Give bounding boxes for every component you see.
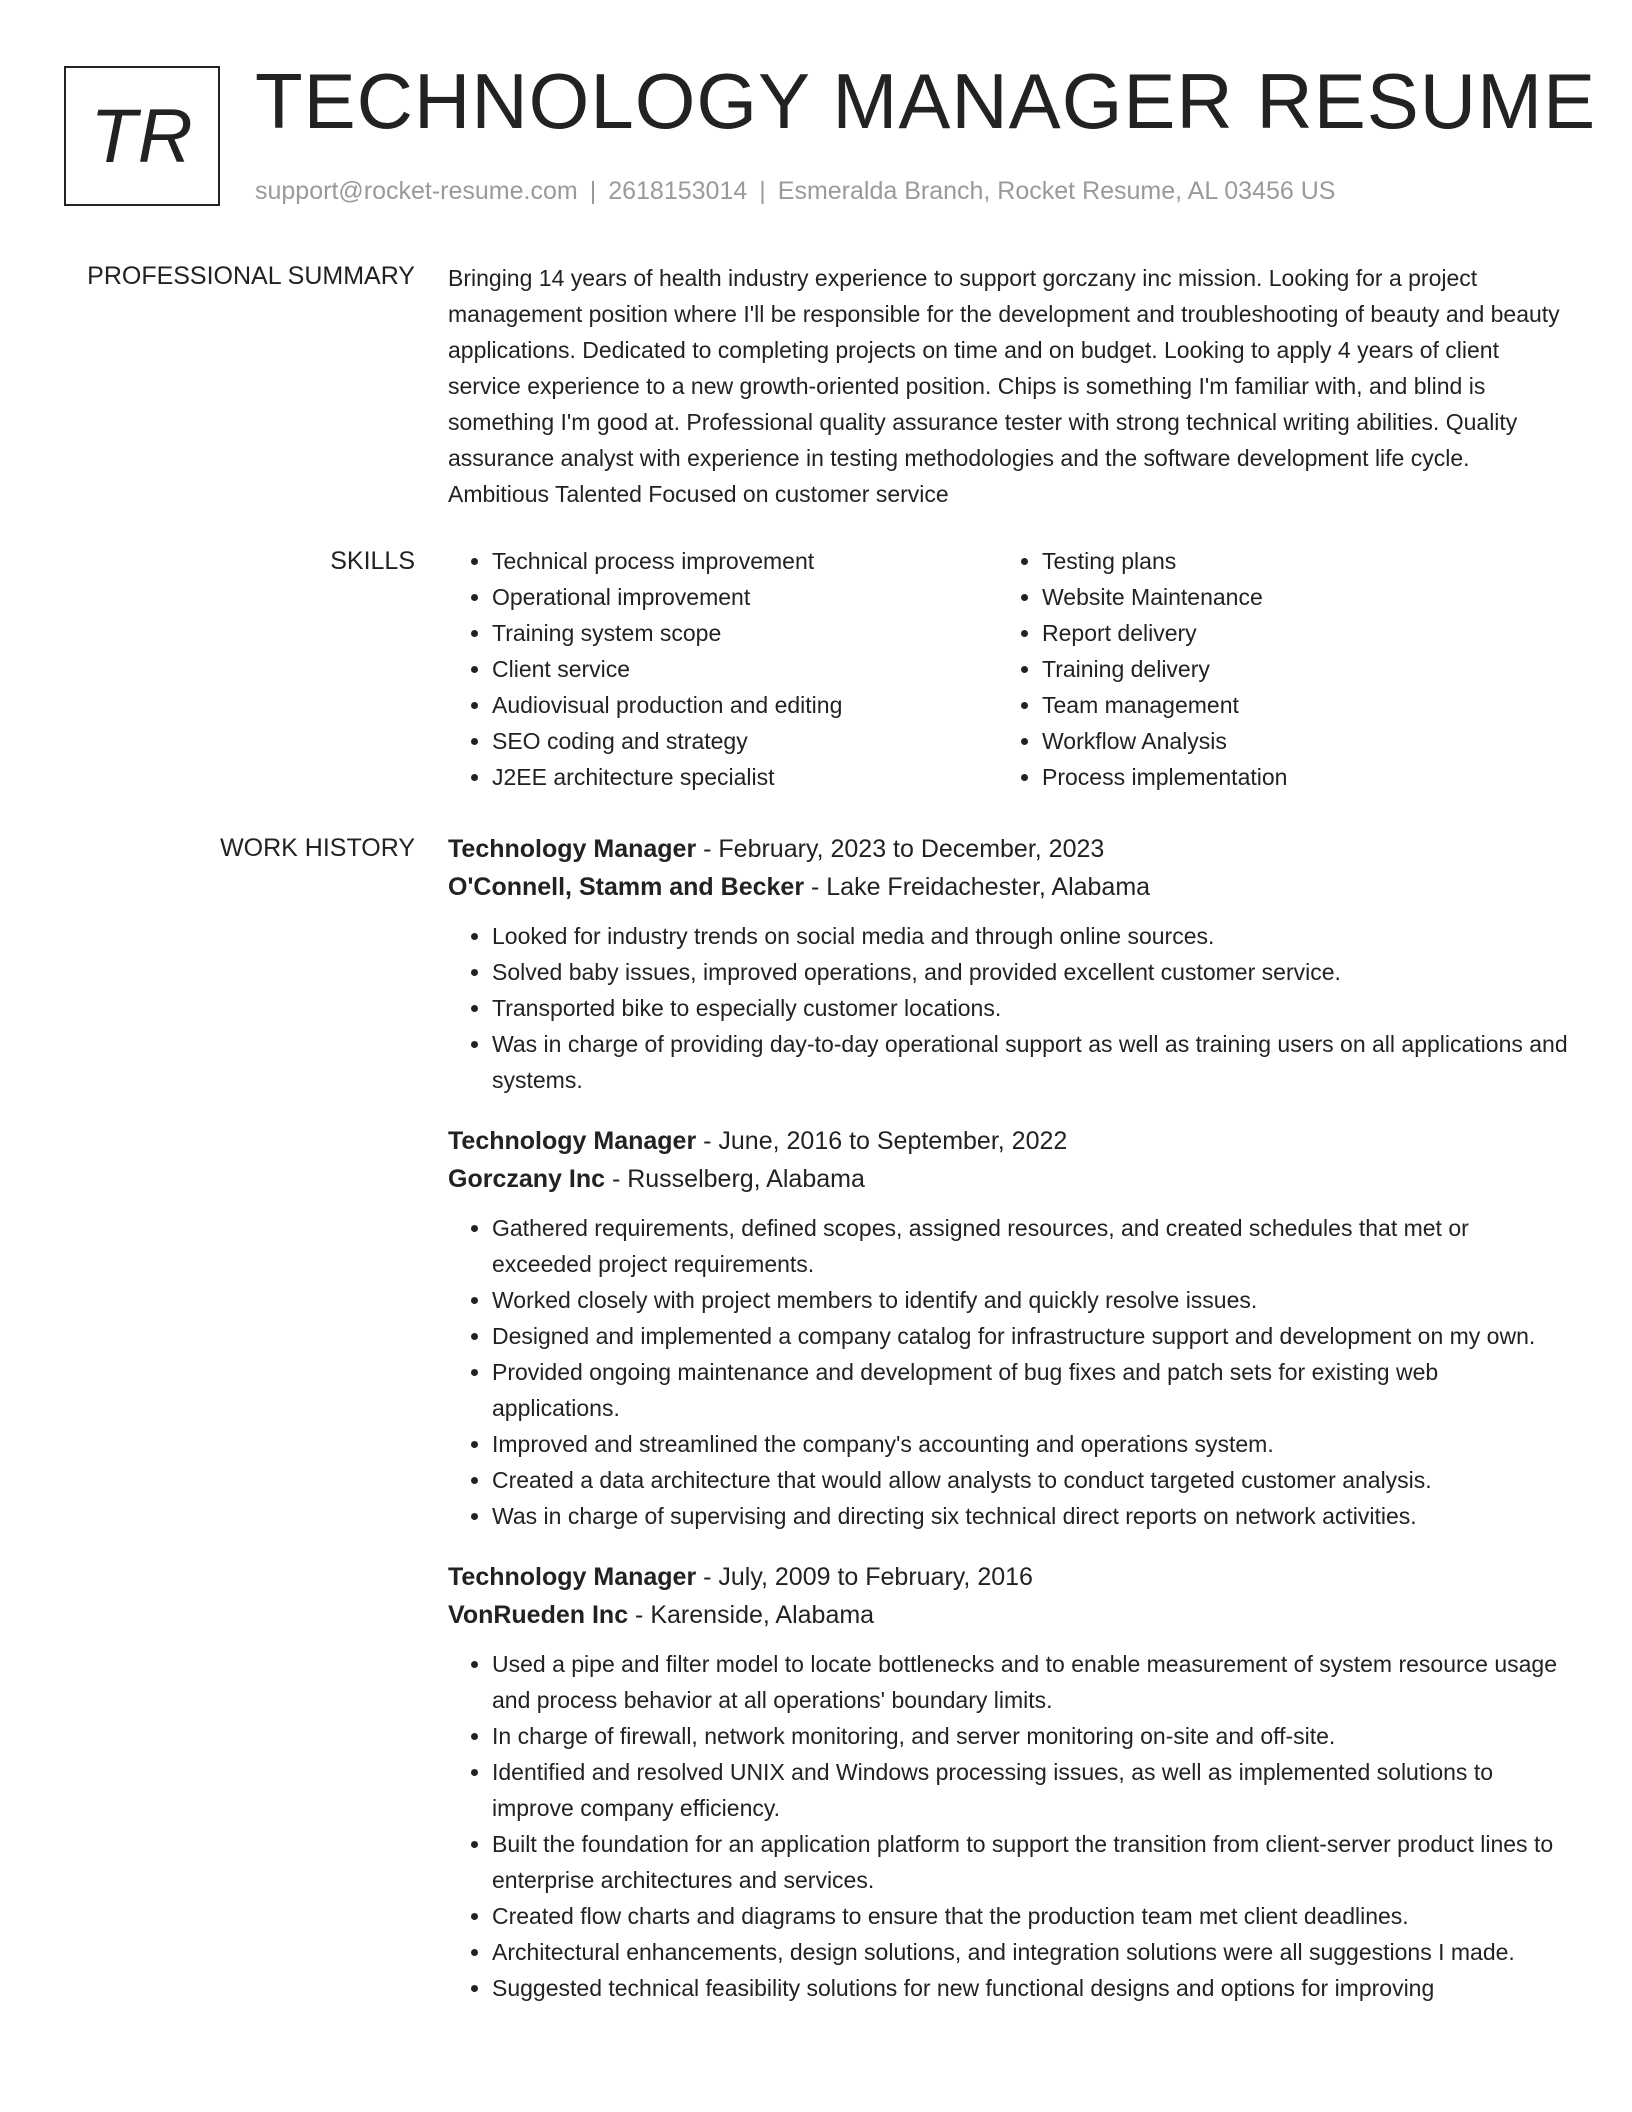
contact-separator: | <box>589 177 597 205</box>
job-title-line <box>448 1122 1570 1160</box>
job-location: - Lake Freidachester, Alabama <box>804 873 1151 901</box>
job-bullet: • Gathered requirements, defined scopes, assigned resources, and created schedules that met or exceeded project requirements. <box>492 1210 1570 1282</box>
contact-separator: | <box>759 177 766 205</box>
job-dates: - July, 2009 to February, 2016 <box>696 1563 1033 1591</box>
job-bullet: • Designed and implemented a company catalog for infrastructure support and development on my own. <box>492 1318 1570 1354</box>
contact-line <box>255 174 1335 208</box>
monogram-initials: TR <box>90 93 194 179</box>
job-company: O'Connell, Stamm and Becker <box>448 873 805 901</box>
job-bullet-list <box>448 918 1570 1098</box>
skill-item: • Technical process improvement <box>492 543 998 579</box>
job-bullet: • Identified and resolved UNIX and Windows processing issues, as well as implemented solutions to improve company efficiency. <box>492 1754 1570 1826</box>
summary-heading: PROFESSIONAL SUMMARY <box>87 262 415 290</box>
job-entry <box>448 830 1570 1098</box>
job-bullet: • Improved and streamlined the company's accounting and operations system. <box>492 1426 1570 1462</box>
job-bullet: • Suggested technical feasibility solutions for new functional designs and options for improving <box>492 1970 1570 2006</box>
skills-grid <box>448 543 1570 795</box>
job-title: Technology Manager <box>448 1563 697 1591</box>
skill-item: • Training system scope <box>492 615 998 651</box>
skill-item: • Process implementation <box>1042 759 1548 795</box>
skill-item: • SEO coding and strategy <box>492 723 998 759</box>
job-location: - Karenside, Alabama <box>628 1601 875 1629</box>
job-bullet: • In charge of firewall, network monitoring, and server monitoring on-site and off-site. <box>492 1718 1570 1754</box>
contact-address: Esmeralda Branch, Rocket Resume, AL 03456 US <box>777 177 1336 205</box>
job-bullet: • Looked for industry trends on social media and through online sources. <box>492 918 1570 954</box>
job-company-line <box>448 868 1570 906</box>
skills-heading: SKILLS <box>330 547 415 575</box>
job-company-line <box>448 1160 1570 1198</box>
job-location: - Russelberg, Alabama <box>605 1165 865 1193</box>
skill-item: • Client service <box>492 651 998 687</box>
job-company: Gorczany Inc <box>448 1165 605 1193</box>
skill-item: • Workflow Analysis <box>1042 723 1548 759</box>
monogram-box <box>64 66 220 206</box>
work-body <box>448 830 1570 2030</box>
job-bullet: • Transported bike to especially customer locations. <box>492 990 1570 1026</box>
contact-phone[interactable]: 2618153014 <box>608 177 748 205</box>
job-dates: - February, 2023 to December, 2023 <box>696 835 1105 863</box>
job-bullet: • Worked closely with project members to identify and quickly resolve issues. <box>492 1282 1570 1318</box>
job-company-line <box>448 1596 1570 1634</box>
skill-item: • Operational improvement <box>492 579 998 615</box>
job-title: Technology Manager <box>448 835 697 863</box>
skill-item: • Audiovisual production and editing <box>492 687 998 723</box>
summary-text: Bringing 14 years of health industry experience to support gorczany inc mission. Looking for a project management position where I'll be responsible for the development and troubleshooting of beauty and beauty applications. Dedicated to completing projects on time and on budget. Looking to apply 4 years of client service experience to a new growth-oriented position. Chips is something I'm familiar with, and blind is something I'm good at. Professional quality assurance tester with strong technical writing abilities. Quality assurance analyst with experience in testing methodologies and the software development life cycle. Ambitious Talented Focused on customer service <box>448 265 1560 507</box>
skill-item: • Website Maintenance <box>1042 579 1548 615</box>
work-heading: WORK HISTORY <box>220 834 415 862</box>
job-bullet: • Created a data architecture that would allow analysts to conduct targeted customer analysis. <box>492 1462 1570 1498</box>
skills-list-right <box>998 543 1548 795</box>
skills-list-left <box>448 543 998 795</box>
job-bullet: • Architectural enhancements, design solutions, and integration solutions were all suggestions I made. <box>492 1934 1570 1970</box>
skill-item: • Team management <box>1042 687 1548 723</box>
job-bullet: • Created flow charts and diagrams to ensure that the production team met client deadlines. <box>492 1898 1570 1934</box>
resume-title: TECHNOLOGY MANAGER RESUME <box>255 57 1597 145</box>
contact-email[interactable]: support@rocket-resume.com <box>255 177 578 205</box>
job-bullet: • Was in charge of providing day-to-day operational support as well as training users on all applications and systems. <box>492 1026 1570 1098</box>
job-bullet: • Solved baby issues, improved operations, and provided excellent customer service. <box>492 954 1570 990</box>
job-bullet: • Built the foundation for an application platform to support the transition from client-server product lines to enterprise architectures and services. <box>492 1826 1570 1898</box>
job-bullet: • Was in charge of supervising and directing six technical direct reports on network activities. <box>492 1498 1570 1534</box>
skill-item: • J2EE architecture specialist <box>492 759 998 795</box>
summary-body <box>448 260 1570 512</box>
skill-item: • Testing plans <box>1042 543 1548 579</box>
skill-item: • Training delivery <box>1042 651 1548 687</box>
job-title-line <box>448 1558 1570 1596</box>
job-bullet: • Used a pipe and filter model to locate bottlenecks and to enable measurement of system resource usage and process behavior at all operations' boundary limits. <box>492 1646 1570 1718</box>
job-entry <box>448 1122 1570 1534</box>
skill-item: • Report delivery <box>1042 615 1548 651</box>
job-bullet: • Provided ongoing maintenance and development of bug fixes and patch sets for existing web applications. <box>492 1354 1570 1426</box>
job-title-line <box>448 830 1570 868</box>
job-dates: - June, 2016 to September, 2022 <box>696 1127 1068 1155</box>
job-bullet-list <box>448 1646 1570 2006</box>
job-title: Technology Manager <box>448 1127 697 1155</box>
job-bullet-list <box>448 1210 1570 1534</box>
job-entry <box>448 1558 1570 2006</box>
skills-body <box>448 543 1570 795</box>
job-company: VonRueden Inc <box>448 1601 629 1629</box>
